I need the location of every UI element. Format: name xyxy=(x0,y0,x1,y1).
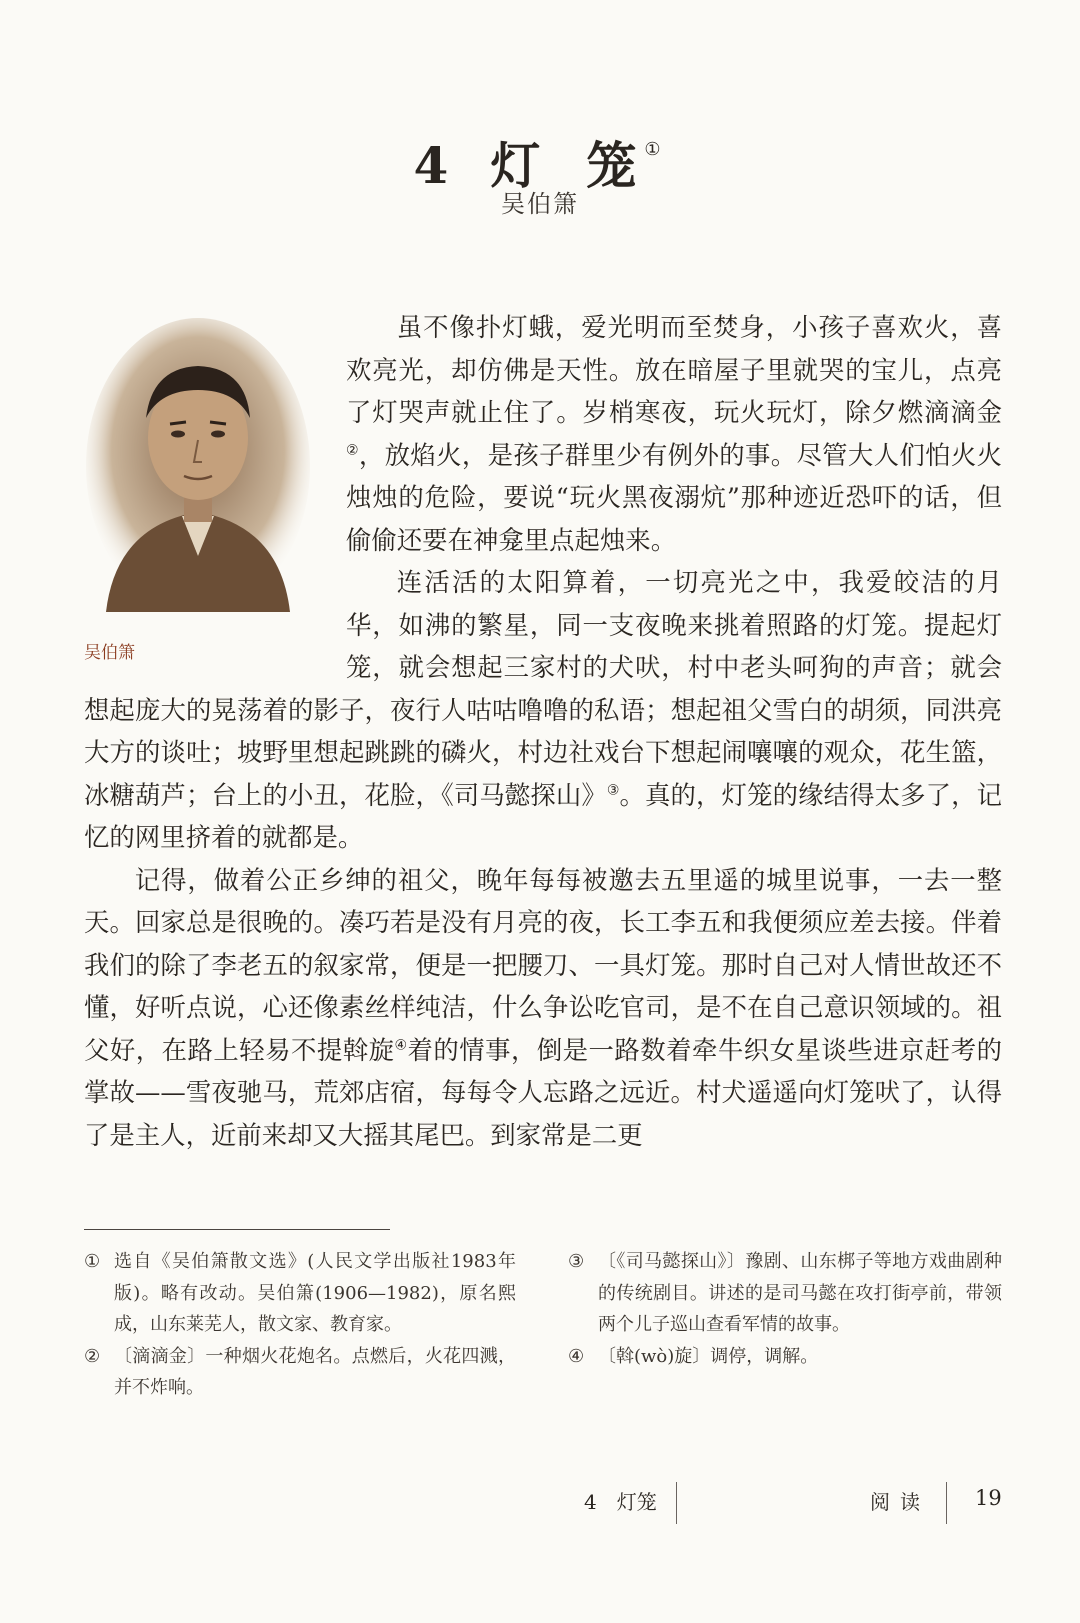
footer-divider xyxy=(676,1482,677,1524)
page-number: 19 xyxy=(975,1486,1002,1510)
footer-lesson-label: 4 灯笼 xyxy=(584,1490,657,1514)
portrait-space xyxy=(84,306,346,688)
lesson-number: 4 xyxy=(413,135,455,195)
footnote-3: ③ 〔《司马懿探山》〕豫剧、山东梆子等地方戏曲剧种的传统剧目。讲述的是司马懿在攻打街亭前，带领两个儿子巡山查看军情的故事。 xyxy=(568,1251,1002,1335)
footnote-divider xyxy=(84,1229,390,1230)
portrait-caption: 吴伯箫 xyxy=(84,643,135,663)
footnote-4: ④ 〔斡(wò)旋〕调停，调解。 xyxy=(568,1345,819,1367)
footer-divider xyxy=(946,1482,947,1524)
note-mark-2: ② xyxy=(346,442,359,459)
paragraph: 连活活的太阳算着，一切亮光之中，我爱皎洁的月华，如沸的繁星，同一支夜晚来挑着照路的灯笼。提起灯笼，就会想起三家村的犬吠，村中老头呵狗的声音；就会想起庞大的晃荡着的影子，夜行人咕咕噜噜的私语；想起祖父雪白的胡须，同洪亮大方的谈吐；坡野里想起跳跳的磷火，村边社戏台下想起闹嚷嚷的观众，花生篮，冰糖葫芦；台上的小丑，花脸，《司马懿探山》③。真的，灯笼的缘结得太多了，记忆的网里挤着的就都是。 xyxy=(84,567,1002,852)
footnotes-left xyxy=(84,1246,516,1404)
article-body xyxy=(84,306,1002,1156)
paragraph: 虽不像扑灯蛾，爱光明而至焚身，小孩子喜欢火，喜欢亮光，却仿佛是天性。放在暗屋子里就哭的宝儿，点亮了灯哭声就止住了。岁梢寒夜，玩火玩灯，除夕燃滴滴金②，放焰火，是孩子群里少有例外的事。尽管大人们怕火火烛烛的危险，要说“玩火黑夜溺炕”那种迹近恐吓的话，但偷偷还要在神龛里点起烛来。 xyxy=(346,312,1002,555)
title-note-mark: ① xyxy=(644,138,667,160)
title-char-1: 灯 xyxy=(490,135,547,195)
paragraph: 记得，做着公正乡绅的祖父，晚年每每被邀去五里遥的城里说事，一去一整天。回家总是很晚的。凑巧若是没有月亮的夜，长工李五和我便须应差去接。伴着我们的除了李老五的叙家常，便是一把腰刀、一具灯笼。那时自己对人情世故还不懂，好听点说，心还像素丝样纯洁，什么争讼吃官司，是不在自己意识领域的。祖父好，在路上轻易不提斡旋④着的情事，倒是一路数着牵牛织女星谈些进京赶考的掌故——雪夜驰马，荒郊店宿，每每令人忘路之远近。村犬遥遥向灯笼吠了，认得了是主人，近前来却又大摇其尾巴。到家常是二更 xyxy=(84,864,1002,1150)
footnote-1: ① 选自《吴伯箫散文选》(人民文学出版社1983年版)。略有改动。吴伯箫(1906—1982)，原名熙成，山东莱芜人，散文家、教育家。 xyxy=(84,1251,516,1335)
footnotes-right xyxy=(568,1246,1002,1372)
title-char-2: 笼 xyxy=(586,135,643,195)
note-mark-4: ④ xyxy=(394,1037,408,1054)
footnote-2: ② 〔滴滴金〕一种烟火花炮名。点燃后，火花四溅，并不炸响。 xyxy=(84,1345,516,1398)
footer-section-label: 阅读 xyxy=(870,1490,930,1514)
note-mark-3: ③ xyxy=(606,782,620,799)
author-name: 吴伯箫 xyxy=(501,190,579,218)
